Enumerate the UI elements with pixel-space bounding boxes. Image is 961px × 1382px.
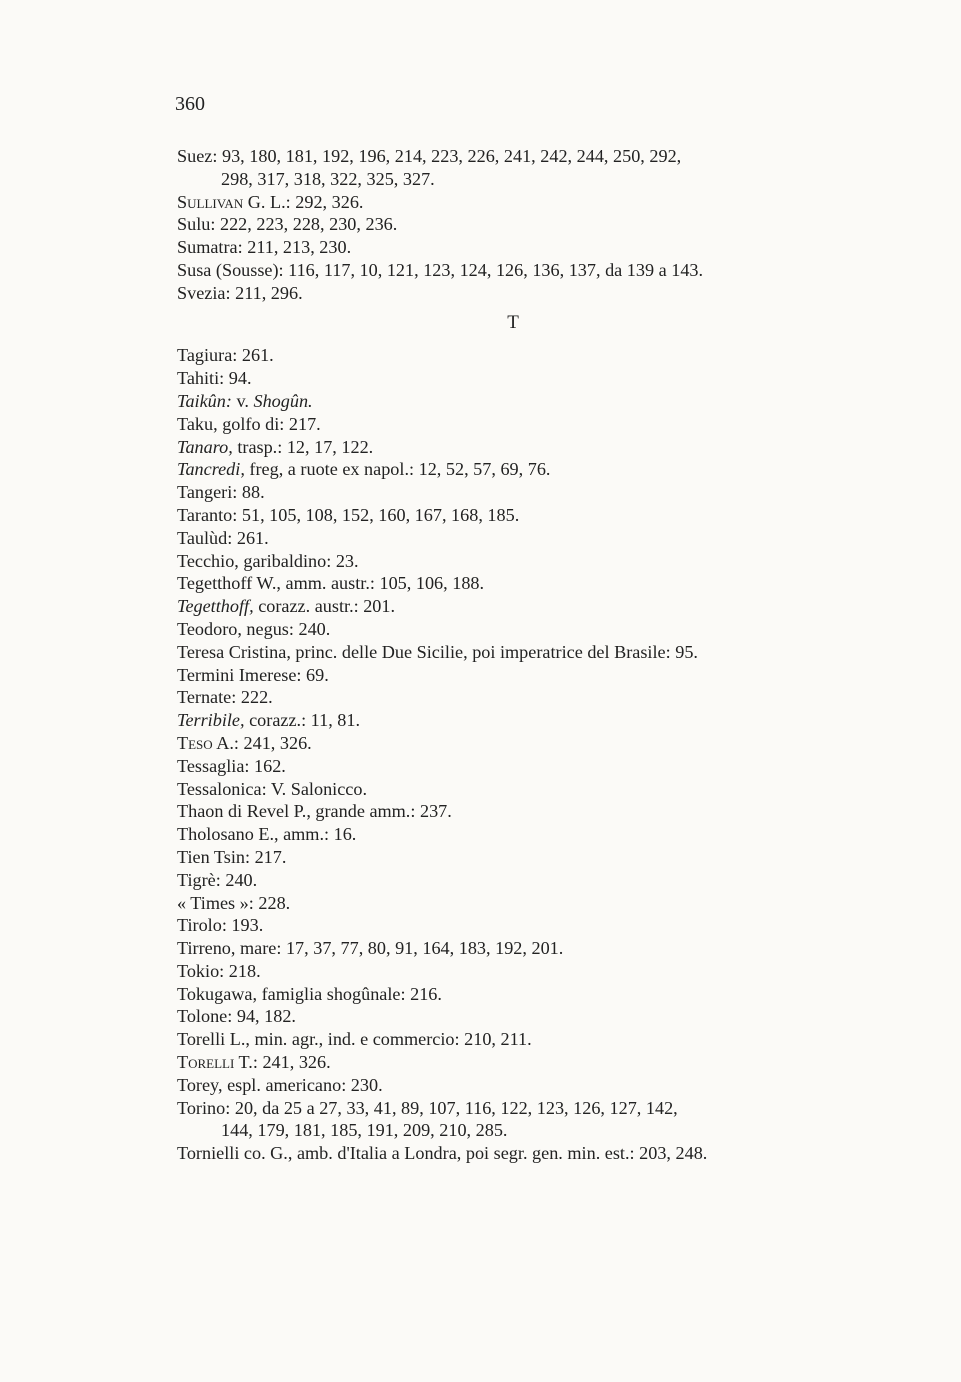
index-entry-pages: 218.: [224, 960, 261, 981]
index-entry: [177, 1051, 857, 1074]
index-entry: [177, 914, 857, 937]
index-entry-head: Tokugawa, famiglia shogûnale:: [177, 983, 406, 1004]
index-entry-pages: 203, 248.: [634, 1143, 708, 1164]
index-entry-pages: 261.: [232, 527, 269, 548]
index-entry-pages: v.: [231, 390, 254, 411]
page-number: 360: [175, 93, 205, 115]
index-entry: [177, 641, 857, 664]
index-entry-head: Tien Tsin:: [177, 846, 251, 867]
index-entry-head: Torey, espl. americano:: [177, 1074, 347, 1095]
index-entry: [177, 367, 857, 390]
index-entry-pages: V. Salonicco.: [266, 778, 368, 799]
index-entry-head: Terribile,: [177, 710, 245, 731]
index-entry-pages: trasp.: 12, 17, 122.: [232, 436, 374, 457]
index-entry-head: Ternate:: [177, 687, 237, 708]
index-entry: [177, 1074, 857, 1097]
index-entry-head: Termini Imerese:: [177, 664, 302, 685]
index-entry: [177, 504, 857, 527]
index-entry: [177, 1005, 857, 1028]
index-entry-head: Tegetthoff,: [177, 596, 254, 617]
index-entry: [177, 1142, 857, 1165]
index-entry: [177, 846, 857, 869]
index-entry-pages: 193.: [226, 915, 264, 936]
index-entry-initials: G. L.:: [243, 191, 291, 212]
index-entry-pages: 241, 326.: [257, 1052, 331, 1073]
index-entry-head: Torino:: [177, 1097, 231, 1118]
index-entry-continuation: 144, 179, 181, 185, 191, 209, 210, 285.: [221, 1120, 508, 1141]
index-entry-head: Taranto:: [177, 504, 238, 525]
index-entry: [177, 755, 857, 778]
index-entry: [177, 1028, 857, 1051]
index-entry: [177, 191, 857, 214]
index-entry-head: Tegetthoff W., amm. austr.:: [177, 573, 375, 594]
index-entry-pages: 217.: [250, 846, 287, 867]
index-list: [177, 145, 857, 1165]
index-entry-head: Tagiura:: [177, 345, 238, 366]
index-entry-head: Tornielli co. G., amb. d'Italia a Londra, poi segr. gen. min. est.:: [177, 1143, 635, 1164]
index-entry-head: Teso: [177, 732, 213, 753]
index-entry-pages: 230.: [346, 1074, 383, 1095]
index-entry-head: Tessalonica:: [177, 778, 267, 799]
index-entry-pages: 292, 326.: [290, 191, 364, 212]
index-entry-pages: 88.: [237, 482, 265, 503]
index-entry-pages: 162.: [249, 755, 286, 776]
index-entry-pages: 95.: [670, 641, 698, 662]
index-entry-pages: 105, 106, 188.: [374, 573, 485, 594]
index-entry: [177, 664, 857, 687]
index-entry-pages: 116, 117, 10, 121, 123, 124, 126, 136, 137, da 139 a 143.: [283, 259, 704, 280]
index-entry: [177, 413, 857, 436]
index-entry-pages: 20, da 25 a 27, 33, 41, 89, 107, 116, 122, 123, 126, 127, 142,: [230, 1097, 678, 1118]
index-entry-head: Taulùd:: [177, 527, 233, 548]
index-entry: [177, 960, 857, 983]
index-entry-pages: 222.: [236, 687, 273, 708]
index-entry-pages: 222, 223, 228, 230, 236.: [215, 214, 398, 235]
index-entry: [177, 686, 857, 709]
index-entry-head: Tirolo:: [177, 915, 227, 936]
index-entry: [177, 481, 857, 504]
index-entry-pages: 94.: [224, 368, 252, 389]
index-entry-pages: 211, 296.: [230, 282, 303, 303]
index-entry-head: Tigrè:: [177, 869, 221, 890]
index-entry-head: Tirreno, mare:: [177, 938, 282, 959]
index-entry-pages: 51, 105, 108, 152, 160, 167, 168, 185.: [237, 504, 520, 525]
index-entry: [177, 436, 857, 459]
index-entry-head: « Times »:: [177, 892, 254, 913]
index-entry-head: Taku, golfo di:: [177, 413, 285, 434]
section-letter-heading: T: [507, 311, 519, 333]
index-entry-head: Tancredi,: [177, 459, 245, 480]
index-entry-head: Sulu:: [177, 214, 216, 235]
index-entry-pages: 16.: [329, 824, 357, 845]
index-entry-pages: 210, 211.: [459, 1029, 532, 1050]
index-entry: [177, 145, 857, 191]
index-entry: [177, 778, 857, 801]
index-entry: [177, 1097, 857, 1143]
index-entry: [177, 259, 857, 282]
index-entry: [177, 213, 857, 236]
index-entry: [177, 458, 857, 481]
index-entry: [177, 527, 857, 550]
index-entry-head: Susa (Sousse):: [177, 259, 284, 280]
index-entry-pages: 23.: [331, 550, 359, 571]
index-entry: [177, 572, 857, 595]
index-entry-pages: corazz. austr.: 201.: [253, 596, 396, 617]
index-entry-head: Suez:: [177, 146, 218, 166]
index-entry-head: Teresa Cristina, princ. delle Due Sicilie, poi imperatrice del Brasile:: [177, 641, 671, 662]
index-entry-continuation: 298, 317, 318, 322, 325, 327.: [221, 168, 435, 189]
index-entry-pages: 240.: [220, 869, 258, 890]
index-entry: [177, 550, 857, 573]
index-entry-head: Thaon di Revel P., grande amm.:: [177, 801, 416, 822]
index-entry: [177, 709, 857, 732]
index-entry-pages: 241, 326.: [238, 732, 312, 753]
index-entry-head: Sumatra:: [177, 237, 243, 258]
index-entry-head: Torelli L., min. agr., ind. e commercio:: [177, 1029, 460, 1050]
index-entry: [177, 282, 857, 305]
index-entry-pages: 240.: [293, 618, 331, 639]
index-entry: [177, 618, 857, 641]
index-entry-pages: 93, 180, 181, 192, 196, 214, 223, 226, 241, 242, 244, 250, 292,: [217, 146, 682, 166]
index-entry-initials: T.:: [234, 1052, 258, 1073]
index-entry-head: Tahiti:: [177, 368, 225, 389]
index-entry-crossref: Shogûn.: [253, 390, 313, 411]
index-entry: [177, 983, 857, 1006]
index-entry: [177, 823, 857, 846]
index-entry-pages: freg, a ruote ex napol.: 12, 52, 57, 69, 76.: [244, 459, 551, 480]
index-entry: [177, 732, 857, 755]
index-entry: [177, 892, 857, 915]
index-entry-head: Tecchio, garibaldino:: [177, 550, 332, 571]
index-entry-head: Torelli: [177, 1052, 235, 1073]
index-entry-head: Tangeri:: [177, 482, 238, 503]
index-entry-pages: corazz.: 11, 81.: [244, 710, 361, 731]
index-entry-pages: 216.: [405, 983, 442, 1004]
index-entry-pages: 211, 213, 230.: [242, 237, 352, 258]
section-t-entries: [177, 344, 857, 1165]
index-entry-pages: 217.: [284, 413, 321, 434]
index-entry-pages: 228.: [253, 892, 291, 913]
index-entry-pages: 94, 182.: [232, 1006, 296, 1027]
index-entry-head: Sullivan: [177, 191, 244, 212]
index-entry-initials: A.:: [212, 732, 239, 753]
index-entry-pages: 237.: [415, 801, 452, 822]
index-entry: [177, 595, 857, 618]
index-entry: [177, 236, 857, 259]
index-entry: [177, 800, 857, 823]
index-entry-head: Tolone:: [177, 1006, 233, 1027]
index-entry-pages: 17, 37, 77, 80, 91, 164, 183, 192, 201.: [281, 938, 564, 959]
index-entry: [177, 390, 857, 413]
index-entry-head: Teodoro, negus:: [177, 618, 294, 639]
index-entry-pages: 69.: [301, 664, 329, 685]
index-entry: [177, 937, 857, 960]
section-s-entries: [177, 145, 857, 305]
index-entry-head: Taikûn:: [177, 390, 232, 411]
index-entry: [177, 869, 857, 892]
index-entry-head: Svezia:: [177, 282, 231, 303]
index-entry-head: Tokio:: [177, 960, 225, 981]
index-entry-head: Tholosano E., amm.:: [177, 824, 330, 845]
index-entry-pages: 261.: [237, 345, 274, 366]
index-entry-head: Tessaglia:: [177, 755, 250, 776]
index-entry-head: Tanaro,: [177, 436, 233, 457]
index-entry: [177, 344, 857, 367]
